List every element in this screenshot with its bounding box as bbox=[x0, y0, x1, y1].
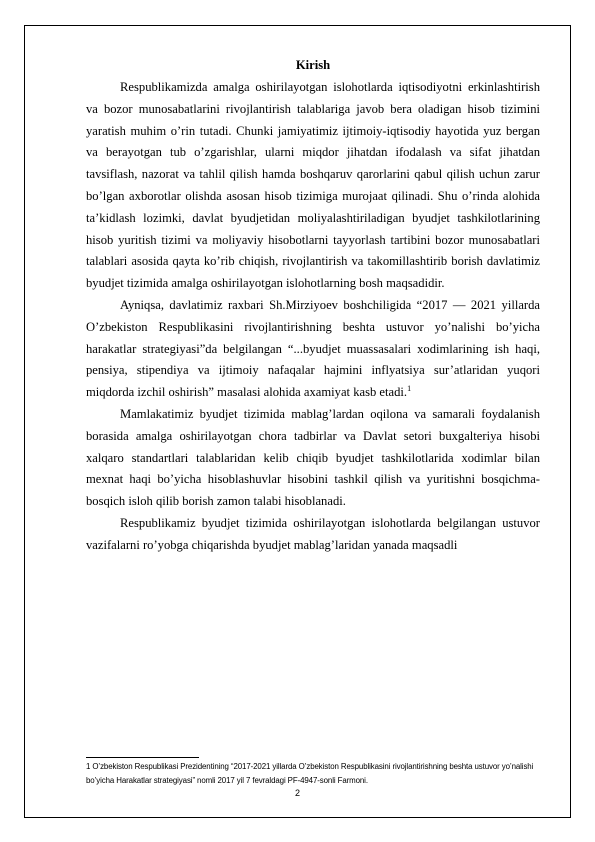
page-number: 2 bbox=[294, 788, 300, 798]
footnote-separator bbox=[86, 757, 199, 758]
paragraph-1: Respublikamizda amalga oshirilayotgan islohotlarda iqtisodiyotni erkinlashtirish va bozor munosabatlarini rivojlantirish talablariga javob bera oladigan hisob tizimini yaratish muhim o’rin tutadi. Chunki jamiyatimiz ijtimoiy-iqtisodiy hayotida yuz bergan va berayotgan tub o’zgarishlar, ularni miqdor jihatdan ifodalash va sifat jihatdan tavsiflash, nazorat va tahlil qilish hamda boshqaruv qarorlarini qabul qilish uchun zarur bo’lgan axborotlar olishda asosan hisob tizimiga murojaat qilinadi. Shu o’rinda alohida ta’kidlash lozimki, davlat byudjetidan moliyalashtiriladigan byudjet tashkilotlarining hisob yuritish tizimi va moliyaviy hisobotlarni tayyorlash tartibini bozor munosabatlari talablari asosida qayta ko’rib chiqish, rivojlantirish va takomillashtirib borish davlatimiz byudjet tizimida amalga oshirilayotgan islohotlarning bosh maqsadidir. bbox=[86, 80, 540, 291]
paragraph-3: Mamlakatimiz byudjet tizimida mablag’lardan oqilona va samarali foydalanish borasida amalga oshirilayotgan chora tadbirlar va Davlat setori buxgalteriya hisobi xalqaro standartlari talablaridan kelib chiqib byudjet tashkilotlarida xodimlar bilan mexnat haqi bo’yicha hisoblashuvlar hisobini tashkil qilish va yuritishni bosqichma-bosqich isloh qilib borish zamon talabi hisoblanadi. bbox=[86, 406, 540, 509]
footnote-reference[interactable]: 1 bbox=[407, 383, 412, 393]
document-body bbox=[86, 55, 540, 557]
paragraph-4: Respublikamiz byudjet tizimida oshirilayotgan islohotlarda belgilangan ustuvor vazifalarni ro’yobga chiqarishda byudjet mablag’laridan yanada maqsadli bbox=[86, 515, 540, 552]
paragraph-2-text: Ayniqsa, davlatimiz raxbari Sh.Mirziyoev boshchiligida “2017 — 2021 yillarda O’zbekiston Respublikasini rivojlantirishning beshta ustuvor yo’nalishi bo’yicha harakatlar strategiyasi”da belgilangan “...byudjet muassasalari xodimlarining ish haqi, pensiya, stipendiya va ijtimoiy nafaqalar hajmini inflyatsiya sur’atlaridan yuqori miqdorda izchil oshirish” masalasi alohida axamiyat kasb etadi. bbox=[86, 297, 540, 400]
section-title: Kirish bbox=[295, 58, 331, 72]
footnote-text: 1 O’zbekiston Respublikasi Prezidentining “2017-2021 yillarda O’zbekiston Respublikasini rivojlantirishning beshta ustuvor yo’nalishi bo’yicha Harakatlar strategiyasi” nomli 2017 yil 7 fevraldagi PF-4947-sonli Farmoni. bbox=[86, 762, 534, 785]
paragraph-2 bbox=[86, 295, 540, 404]
